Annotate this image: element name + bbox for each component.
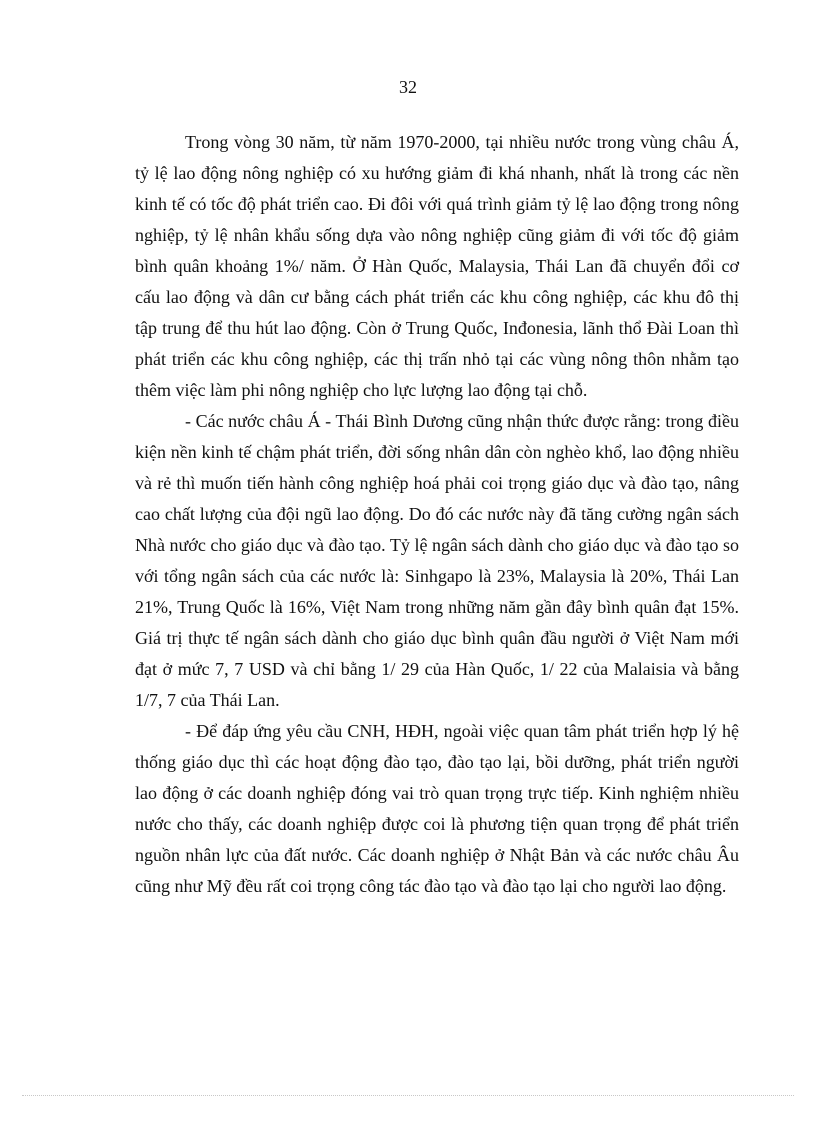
- document-body: [135, 127, 739, 902]
- page-number: 32: [399, 77, 417, 97]
- paragraph-asia-labor-shift: Trong vòng 30 năm, từ năm 1970-2000, tại nhiều nước trong vùng châu Á, tỷ lệ lao động nông nghiệp có xu hướng giảm đi khá nhanh, nhất là trong các nền kinh tế có tốc độ phát triển cao. Đi đôi với quá trình giảm tỷ lệ lao động trong nông nghiệp, tỷ lệ nhân khẩu sống dựa vào nông nghiệp cũng giảm đi với tốc độ giảm bình quân khoảng 1%/ năm. Ở Hàn Quốc, Malaysia, Thái Lan đã chuyển đổi cơ cấu lao động và dân cư bằng cách phát triển các khu công nghiệp, các khu đô thị tập trung để thu hút lao động. Còn ở Trung Quốc, Inđonesia, lãnh thổ Đài Loan thì phát triển các khu công nghiệp, các thị trấn nhỏ tại các vùng nông thôn nhằm tạo thêm việc làm phi nông nghiệp cho lực lượng lao động tại chỗ.: [135, 132, 739, 400]
- paragraph-education-budget: - Các nước châu Á - Thái Bình Dương cũng nhận thức được rằng: trong điều kiện nền kinh tế chậm phát triển, đời sống nhân dân còn nghèo khổ, lao động nhiều và rẻ thì muốn tiến hành công nghiệp hoá phải coi trọng giáo dục và đào tạo, nâng cao chất lượng của đội ngũ lao động. Do đó các nước này đã tăng cường ngân sách Nhà nước cho giáo dục và đào tạo. Tỷ lệ ngân sách dành cho giáo dục và đào tạo so với tổng ngân sách của các nước là: Sinhgapo là 23%, Malaysia là 20%, Thái Lan 21%, Trung Quốc là 16%, Việt Nam trong những năm gần đây bình quân đạt 15%. Giá trị thực tế ngân sách dành cho giáo dục bình quân đầu người ở Việt Nam mới đạt ở mức 7, 7 USD và chỉ bằng 1/ 29 của Hàn Quốc, 1/ 22 của Malaisia và bằng 1/7, 7 của Thái Lan.: [135, 411, 739, 710]
- page-bottom-divider: [22, 1095, 794, 1096]
- paragraph-enterprise-training: - Để đáp ứng yêu cầu CNH, HĐH, ngoài việc quan tâm phát triển hợp lý hệ thống giáo dục thì các hoạt động đào tạo, đào tạo lại, bồi dưỡng, phát triển người lao động ở các doanh nghiệp đóng vai trò quan trọng trực tiếp. Kinh nghiệm nhiều nước cho thấy, các doanh nghiệp được coi là phương tiện quan trọng để phát triển nguồn nhân lực của đất nước. Các doanh nghiệp ở Nhật Bản và các nước châu Âu cũng như Mỹ đều rất coi trọng công tác đào tạo và đào tạo lại cho người lao động.: [135, 721, 739, 896]
